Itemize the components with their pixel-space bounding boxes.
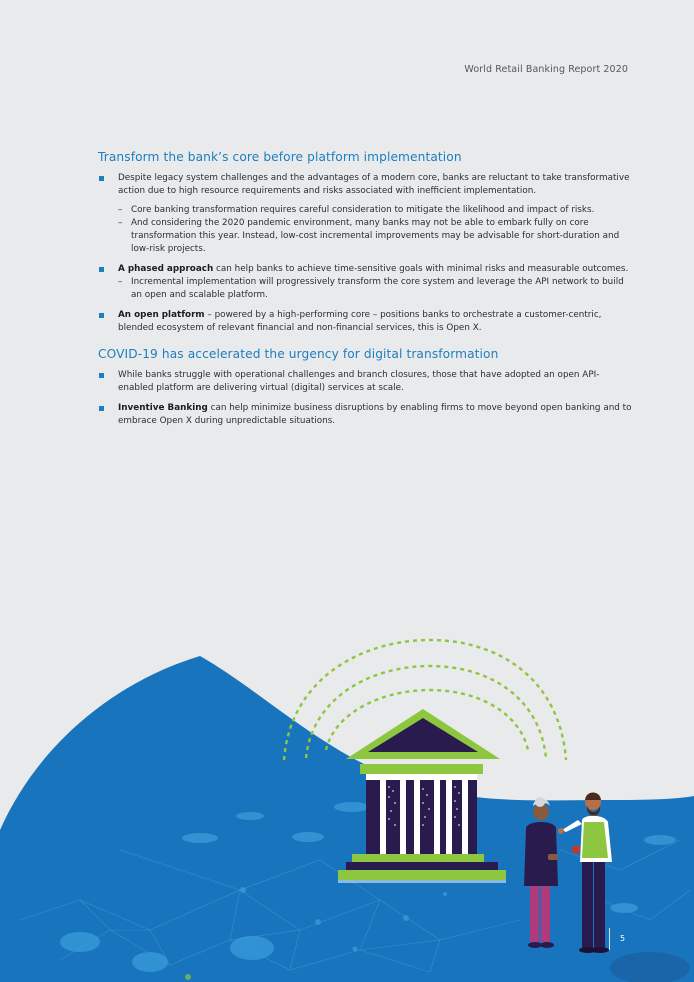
bullet-text: Despite legacy system challenges and the advantages of a modern core, banks are reluctant to take transformative action due to high resource requirements and risks associated with inefficient implementation. <box>118 173 630 196</box>
bullet-text: can help minimize business disruptions by enabling firms to move beyond open banking and to embrace Open X during unpredictable situations. <box>118 403 632 426</box>
bullet-text: While banks struggle with operational challenges and branch closures, those that have adopted an open API-enabled platform are delivering virtual (digital) services at scale. <box>118 370 600 393</box>
sub-bullet-list <box>118 276 634 302</box>
report-title: World Retail Banking Report 2020 <box>464 64 628 75</box>
digital-bank-illustration <box>0 600 694 982</box>
bullet-bold-term: Inventive Banking <box>118 403 208 413</box>
covid-bullet-list <box>98 369 634 428</box>
bullet-branch-closures <box>98 369 634 395</box>
page-number-divider <box>609 928 610 950</box>
section-heading-covid: COVID-19 has accelerated the urgency for digital transformation <box>98 347 499 361</box>
sub-bullet-list <box>118 204 634 256</box>
main-content <box>98 150 634 435</box>
bullet-bold-term: A phased approach <box>118 264 214 274</box>
section-heading-core: Transform the bank’s core before platform implementation <box>98 150 462 164</box>
sub-bullet-item: – Incremental implementation will progressively transform the core system and leverage the API network to build an open and scalable platform. <box>118 276 634 302</box>
sub-bullet-item: – And considering the 2020 pandemic environment, many banks may not be able to embark fully on core transformation this year. Instead, low-cost incremental improvements may be advisable for short-duration and low-risk projects. <box>118 217 634 256</box>
bullet-open-platform <box>98 309 634 335</box>
core-bullet-list <box>98 172 634 335</box>
bullet-text: can help banks to achieve time-sensitive goals with minimal risks and measurable outcomes. <box>213 264 629 274</box>
bullet-legacy-challenges <box>98 172 634 256</box>
bullet-text: – powered by a high-performing core – positions banks to orchestrate a customer-centric, blended ecosystem of relevant financial and non-financial services, this is Open X. <box>118 310 602 333</box>
bullet-inventive-banking <box>98 402 634 428</box>
bullet-bold-term: An open platform <box>118 310 205 320</box>
page-number: 5 <box>620 934 626 943</box>
bullet-phased-approach <box>98 263 634 302</box>
sub-bullet-item: – Core banking transformation requires careful consideration to mitigate the likelihood and impact of risks. <box>118 204 634 217</box>
